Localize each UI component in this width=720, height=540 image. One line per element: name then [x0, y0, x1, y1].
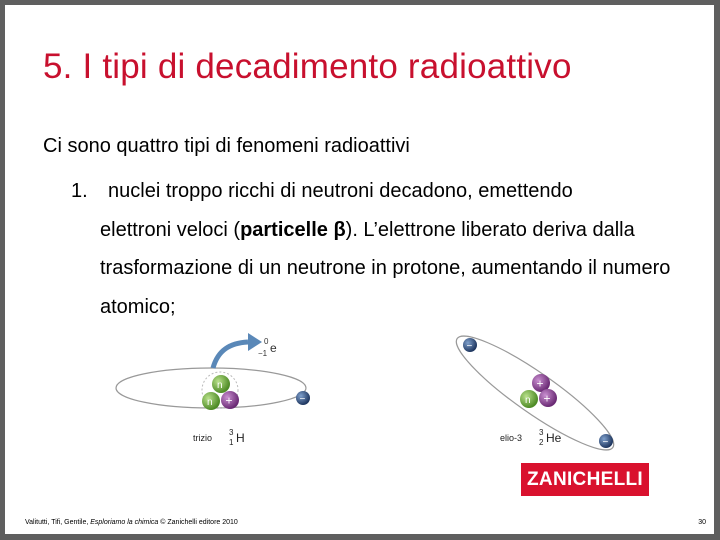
- list-item-line1: nuclei troppo ricchi di neutroni decadono, emettendo: [108, 180, 573, 202]
- footer-book: Esploriamo la chimica: [90, 519, 159, 526]
- beta-decay-illustration: [108, 328, 609, 458]
- electron-symbol: e: [270, 341, 277, 355]
- footer-authors: Valitutti, Tifi, Gentile,: [25, 519, 91, 526]
- right-atomic-number: 2: [539, 438, 544, 447]
- list-item-bold: particelle β: [240, 218, 346, 241]
- left-mass-number: 3: [229, 428, 234, 437]
- neutron-2-label: n: [207, 397, 213, 408]
- right-symbol: He: [546, 431, 562, 445]
- right-mass-number: 3: [539, 428, 544, 437]
- proton-3-label: +: [543, 391, 551, 406]
- footer-rest: © Zanichelli editore 2010: [158, 519, 238, 526]
- footer-credit: [25, 519, 238, 526]
- electron-right-bottom-label: −: [602, 437, 609, 448]
- slide-title: 5. I tipi di decadimento radioattivo: [43, 47, 572, 86]
- left-symbol: H: [236, 431, 245, 445]
- proton-2-label: +: [536, 376, 544, 391]
- page-number: 30: [698, 519, 706, 526]
- list-item-number: 1.: [71, 180, 88, 202]
- emission-arrow: [213, 342, 248, 368]
- list-item-body: [100, 211, 700, 327]
- electron-top-number: 0: [264, 337, 269, 346]
- right-element-name: elio-3: [500, 433, 523, 443]
- electron-right-top-label: −: [466, 341, 473, 352]
- list-item-text-a: elettroni veloci (: [100, 218, 241, 241]
- electron-bottom-number: −1: [258, 349, 268, 358]
- neutron-3-label: n: [525, 395, 531, 406]
- left-atomic-number: 1: [229, 438, 234, 447]
- electron-left-label: −: [299, 394, 306, 405]
- intro-text: Ci sono quattro tipi di fenomeni radioattivi: [43, 135, 410, 157]
- proton-1-label: +: [225, 393, 233, 408]
- slide: [5, 5, 714, 534]
- left-element-name: trizio: [193, 433, 213, 443]
- list-item-text-b: ). L’elettrone liberato deriva dalla trasformazione di un neutrone in protone, aumentando il numero atomico;: [100, 218, 671, 318]
- publisher-logo: ZANICHELLI: [521, 463, 649, 496]
- neutron-1-label: n: [217, 380, 223, 391]
